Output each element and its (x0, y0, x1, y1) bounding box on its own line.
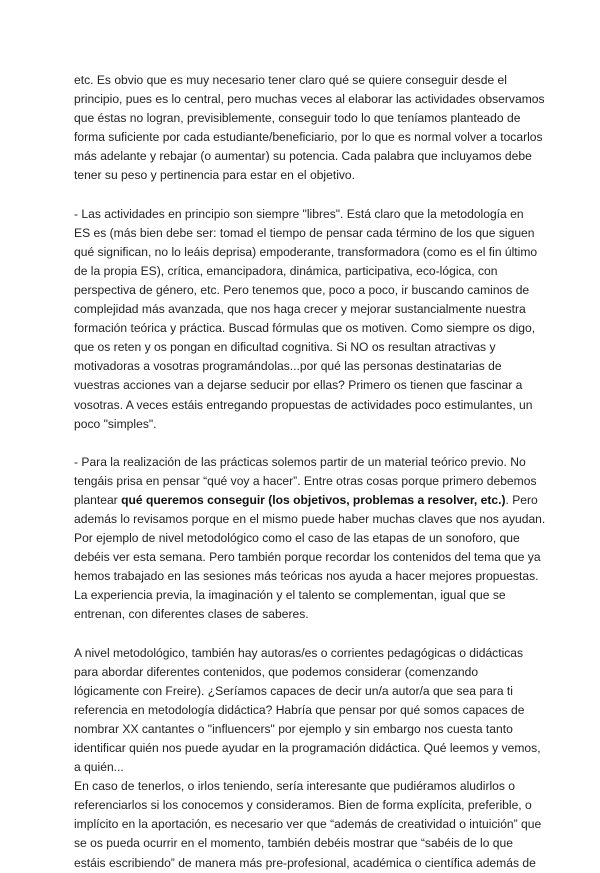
text-line: complejidad más avanzada, que nos haga crecer y mejorar sustancialmente nuestra (74, 302, 526, 317)
paragraph-spacer (74, 186, 524, 205)
paragraph-activities-free (74, 205, 538, 434)
text-line: En caso de tenerlos, o irlos teniendo, sería interesante que pudiéramos aludirlos o (74, 779, 516, 794)
text-line: poco "simples". (74, 416, 157, 431)
text-line: nombrar XX cantantes o "influencers" por ejemplo y sin embargo nos cuesta tanto (74, 721, 513, 736)
text-line: motivadoras a vosotras programándolas...por qué las personas destinatarias de (74, 359, 502, 374)
text-line: además lo revisamos porque en el mismo puede haber muchas claves que nos ayudan. (74, 511, 546, 526)
text-line: hemos trabajado en las sesiones más teóricas nos ayuda a hacer mejores propuestas. (74, 569, 539, 584)
text-line: referenciarlos si los conocemos y consideramos. Bien de forma explícita, preferible, o (74, 798, 532, 813)
text-segment: . Pero (505, 492, 538, 507)
text-line: vosotras. A veces estáis entregando propuestas de actividades poco estimulantes, un (74, 397, 533, 412)
text-line: que os reten y os pongan en dificultad cognitiva. Si NO os resultan atractivas y (74, 340, 496, 355)
paragraph-spacer (74, 434, 524, 453)
text-line: ES es (más bien debe ser: tomad el tiempo de pensar cada término de los que siguen (74, 225, 535, 240)
text-line: debéis ver esta semana. Pero también porque recordar los contenidos del tema que ya (74, 550, 541, 565)
text-line: estáis escribiendo” de manera más pre-profesional, académica o científica además de (74, 855, 536, 870)
text-line: lógicamente con Freire). ¿Seríamos capaces de decir un/a autor/a que sea para ti (74, 683, 513, 698)
paragraph-spacer (74, 625, 524, 644)
text-line: que éstas no logran, previsiblemente, conseguir todo lo que teníamos planteado de (74, 111, 521, 126)
text-line: La experiencia previa, la imaginación y el talento se complementan, igual que se (74, 588, 506, 603)
text-line: etc. Es obvio que es muy necesario tener claro qué se quiere conseguir desde el (74, 73, 507, 87)
text-line: vuestras acciones van a dejarse seducir por ellas? Primero os tienen que fascinar a (74, 378, 523, 393)
text-line-with-bold (74, 491, 538, 510)
text-line: qué significan, no lo leáis deprisa) empoderante, transformadora (como es el fin último (74, 244, 538, 259)
paragraph-methodology (74, 644, 542, 873)
text-line: - Para la realización de las prácticas solemos partir de un material teórico previo. No (74, 454, 526, 469)
text-line: principio, pues es lo central, pero muchas veces al elaborar las actividades observamos (74, 92, 545, 107)
text-line: A nivel metodológico, también hay autoras/es o corrientes pedagógicas o didácticas (74, 645, 524, 660)
text-line: entrenan, con diferentes clases de saberes. (74, 607, 309, 622)
text-line: de la propia ES), crítica, emancipadora, dinámica, participativa, eco-lógica, con (74, 263, 498, 278)
text-line: tengáis prisa en pensar “qué voy a hacer”. Entre otras cosas porque primero debemos (74, 473, 537, 488)
text-line: referencia en metodología didáctica? Habría que pensar por qué somos capaces de (74, 702, 525, 717)
paragraph-practices (74, 453, 546, 625)
text-line: Por ejemplo de nivel metodológico como el caso de las etapas de un sonoforo, que (74, 531, 520, 546)
text-line: más adelante y rebajar (o aumentar) su potencia. Cada palabra que incluyamos debe (74, 149, 532, 164)
text-line: identificar quién nos puede ayudar en la programación didáctica. Qué leemos y vemos, (74, 741, 541, 755)
text-line: formación teórica y práctica. Buscad fórmulas que os motiven. Como siempre os digo, (74, 321, 536, 336)
text-segment: plantear (74, 492, 122, 507)
text-line: forma suficiente por cada estudiante/beneficiario, por lo que es normal volver a tocarlos (74, 130, 543, 145)
text-line: - Las actividades en principio son siempre "libres". Está claro que la metodología en (74, 206, 524, 221)
text-line: perspectiva de género, etc. Pero tenemos que, poco a poco, ir buscando caminos de (74, 282, 530, 297)
bold-emphasis: qué queremos conseguir (los objetivos, problemas a resolver, etc.) (121, 492, 506, 507)
text-line: para abordar diferentes contenidos, que podemos considerar (comenzando (74, 664, 479, 679)
text-line: tener su peso y pertinencia para estar en el objetivo. (74, 168, 356, 183)
text-line: a quién... (74, 760, 124, 775)
text-line: implícito en la aportación, es necesario ver que “además de creatividad o intuición” que (74, 817, 542, 832)
text-line: se os pueda ocurrir en el momento, también debéis mostrar que “sabéis de lo que (74, 836, 513, 851)
paragraph-objectives (74, 71, 545, 186)
